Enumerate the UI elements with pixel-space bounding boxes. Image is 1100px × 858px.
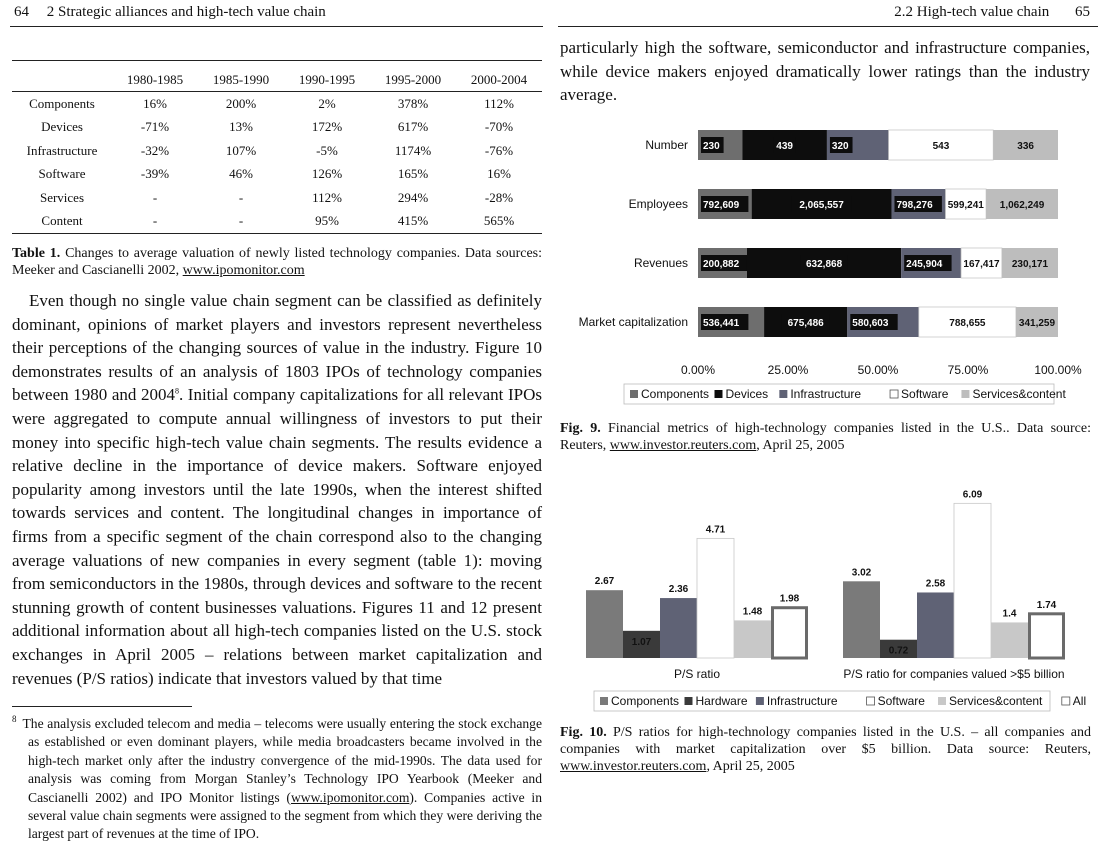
table-cell: -76% [484, 142, 514, 158]
fig10-bar-p-s-ratio-software [697, 538, 734, 658]
table-cell: 378% [397, 95, 429, 111]
table-row [12, 186, 542, 210]
footnote [12, 715, 542, 844]
fig9-caption-text: Financial metrics of high-technology companies listed in the U.S.. Data source: Reuters, [560, 421, 1091, 453]
fig9-legend-label-services-content: Services&content [972, 387, 1066, 401]
table-cell: 13% [229, 119, 253, 135]
right-paragraph: particularly high the software, semiconductor and infrastructure companies, while device makers enjoyed dramatically lower ratings than the industry average. [560, 38, 1090, 105]
fig9-data-label: 599,241 [947, 200, 984, 211]
fig9-data-label: 792,609 [703, 200, 740, 211]
fig10-legend-swatch-software [867, 697, 875, 705]
table-row [12, 210, 542, 234]
fig10-legend-label-software: Software [877, 694, 925, 708]
table-row [12, 139, 542, 163]
table1-caption-text: Changes to average valuation of newly listed technology companies. Data sources: Meeker and Cascianelli 2002, [12, 246, 542, 278]
footnote-text-part2: ). Companies active in several value chain segments were assigned to the segment from which they were deriving the largest part of revenues at the time of IPO. [28, 789, 542, 842]
table-col-header: 1995-2000 [370, 61, 456, 92]
fig10-category-label-p-s-ratio: P/S ratio [673, 667, 721, 681]
fig9-category-label-employees: Employees [628, 197, 688, 211]
right-page-number: 65 [1075, 4, 1090, 20]
footnote-ipomonitor-link[interactable]: www.ipomonitor.com [290, 789, 410, 805]
fig9-legend-label-devices: Devices [725, 387, 769, 401]
table-cell: 1174% [394, 142, 432, 158]
fig10-legend-swatch-services-content [938, 697, 946, 705]
fig9-caption-label: Fig. 9. [560, 421, 601, 436]
table1-caption-label: Table 1. [12, 246, 61, 261]
table-cell: 200% [225, 95, 257, 111]
fig9-data-label: 788,655 [949, 318, 986, 329]
valuation-table [12, 60, 542, 234]
fig10-data-label: 6.09 [962, 489, 983, 501]
fig10-data-label: 2.36 [668, 584, 689, 596]
fig9-data-label: 245,904 [906, 259, 943, 270]
table-cell: 415% [370, 210, 456, 234]
fig9-data-label: 675,486 [787, 318, 824, 329]
fig10-legend-swatch-components [600, 697, 608, 705]
left-page-number: 64 [14, 4, 29, 20]
fig10-bar-chart [558, 478, 1088, 718]
right-header-rule [558, 26, 1098, 27]
fig9-legend-swatch-components [630, 390, 638, 398]
fig9-reuters-link[interactable]: www.investor.reuters.com [609, 438, 757, 453]
fig9-category-label-revenues: Revenues [633, 256, 688, 270]
fig9-category-label-number: Number [645, 138, 688, 152]
fig10-legend-label-components: Components [611, 694, 680, 708]
fig10-data-label: 2.58 [925, 578, 946, 590]
table-row-label: Infrastructure [26, 142, 98, 158]
fig9-data-label: 167,417 [963, 259, 1000, 270]
ipomonitor-link[interactable]: www.ipomonitor.com [182, 263, 305, 278]
fig10-data-label: 1.48 [742, 606, 763, 618]
fig9-data-label: 200,882 [703, 259, 740, 270]
table-cell: -32% [140, 142, 170, 158]
table-cell: - [152, 189, 158, 205]
fig9-caption-tail: , April 25, 2005 [756, 438, 845, 453]
table-row-label: Services [39, 189, 85, 205]
fig9-legend-label-infrastructure: Infrastructure [790, 387, 862, 401]
table-cell: - [198, 210, 284, 234]
fig9-legend-swatch-software [890, 390, 898, 398]
fig10-data-label: 1.98 [779, 593, 800, 605]
fig10-legend-swatch-infrastructure [756, 697, 764, 705]
fig9-legend-swatch-services-content [961, 390, 969, 398]
left-header-rule [10, 26, 543, 27]
table-cell: 46% [229, 166, 253, 182]
table-cell: 294% [397, 189, 429, 205]
fig9-data-label: 1,062,249 [999, 200, 1045, 211]
fig10-legend-label-hardware: Hardware [695, 694, 748, 708]
fig10-data-label: 1.4 [1002, 608, 1017, 620]
fig9-data-label: 230 [703, 141, 720, 152]
table-cell: -5% [316, 142, 338, 158]
table-col-header [12, 61, 112, 92]
table-col-header: 1985-1990 [198, 61, 284, 92]
table-cell: 16% [143, 95, 167, 111]
table-cell: 95% [284, 210, 370, 234]
fig9-x-tick-label: 25.00% [767, 363, 809, 377]
fig9-data-label: 320 [831, 141, 849, 152]
fig9-data-label: 632,868 [805, 259, 843, 270]
fig9-data-label: 536,441 [703, 318, 740, 329]
fig10-caption [560, 724, 1091, 775]
table-col-header: 2000-2004 [456, 61, 542, 92]
body-text-part1: Even though no single value chain segment can be classified as definitely dominant, opinions of market players and investors represent nevertheless their perceptions of the changing sources of value in the industry. Figure 10 demonstrates results of an analysis of 1803 IPOs of technology companies between 1980 and 2004 [12, 291, 542, 405]
table-row [12, 92, 542, 116]
fig10-data-label: 3.02 [851, 567, 872, 579]
fig10-legend-label-all: All [1072, 694, 1087, 708]
fig10-legend-label-infrastructure: Infrastructure [766, 694, 838, 708]
table-row-label: Software [38, 166, 86, 182]
footnote-rule [12, 706, 192, 707]
fig10-legend-swatch-all [1062, 697, 1070, 705]
table-cell: 16% [487, 166, 511, 182]
fig10-bar-p-s-ratio-infrastructure [660, 598, 697, 658]
fig9-x-tick-label: 50.00% [857, 363, 899, 377]
left-page [0, 0, 548, 858]
fig10-data-label: 4.71 [705, 524, 726, 536]
fig10-caption-text: P/S ratios for high-technology companies listed in the U.S. – all companies and companies with market capitalization over $5 billion. Data source: Reuters, [560, 725, 1091, 757]
fig10-bar-p-s-ratio-for-companies-valued-5-billion-services-content [991, 622, 1028, 658]
fig9-data-label: 580,603 [852, 318, 889, 329]
table-row-label: Devices [41, 119, 83, 135]
fig9-data-label: 2,065,557 [799, 200, 844, 211]
fig10-bar-p-s-ratio-components [586, 590, 623, 658]
fig9-category-label-market-capitalization: Market capitalization [578, 315, 688, 329]
fig9-x-tick-label: 0.00% [680, 363, 716, 377]
fig10-plot-area [586, 489, 1086, 711]
right-section-title: 2.2 High-tech value chain [894, 4, 1050, 20]
table-cell: - [238, 189, 244, 205]
footnote-ref[interactable]: 8 [174, 386, 179, 396]
table-cell: 165% [397, 166, 429, 182]
left-paragraph [12, 289, 542, 690]
fig9-legend-swatch-infrastructure [779, 390, 787, 398]
fig10-legend-label-services-content: Services&content [949, 694, 1043, 708]
table-cell: -39% [140, 166, 170, 182]
table-cell: - [112, 210, 198, 234]
right-page [548, 0, 1100, 858]
table1-caption [12, 245, 542, 279]
fig9-legend-label-components: Components [641, 387, 710, 401]
fig10-data-label: 1.74 [1036, 599, 1057, 611]
fig10-bar-p-s-ratio-for-companies-valued-5-billion-software [954, 503, 991, 658]
fig10-caption-tail: , April 25, 2005 [706, 759, 795, 774]
table-row-label: Components [29, 95, 95, 111]
table-cell: 112% [484, 95, 514, 111]
table-cell: -71% [140, 119, 170, 135]
fig10-reuters-link[interactable]: www.investor.reuters.com [560, 759, 707, 774]
left-chapter-title: 2 Strategic alliances and high-tech value chain [46, 4, 326, 20]
fig9-data-label: 341,259 [1018, 318, 1056, 329]
table-cell: 617% [397, 119, 429, 135]
fig10-data-label: 2.67 [594, 576, 615, 588]
table-cell: -70% [484, 119, 514, 135]
fig9-data-label: 543 [932, 141, 950, 152]
fig10-category-label-p-s-ratio-for-companies-valued-5-billion: P/S ratio for companies valued >$5 billion [843, 667, 1065, 681]
left-body-text [12, 289, 542, 690]
table-cell: 126% [311, 166, 343, 182]
table-header-row [12, 61, 542, 92]
fig9-legend-swatch-devices [715, 390, 723, 398]
table-cell: -28% [484, 189, 514, 205]
fig9-data-label: 230,171 [1011, 259, 1049, 270]
body-text-part2: . Initial company capitalizations for all relevant IPOs were aggregated to compute annual willingness of investors to put their money into specific high-tech value chain segments. The results evidence a relative decline in the importance of device makers. Software enjoyed popularity among investors until the late 1990s, when the interest shifted towards services and content. The longitudinal changes in importance of firms from a specific segment of the chain correspond also to the changing average valuations of new companies in every segment (table 1): moving from semiconductors in the 1980s, through devices and software to the recent stunning growth of content businesses valuations. Figures 11 and 12 present additional information about all high-tech companies listed on the U.S. stock exchanges in April 2005 – relations between market capitalization and revenues (P/S ratios) indicate that investors valued by that time [12, 385, 542, 688]
left-running-head [14, 4, 326, 21]
fig10-bar-p-s-ratio-all [773, 608, 807, 658]
fig9-data-label: 439 [776, 141, 793, 152]
table-col-header: 1980-1985 [112, 61, 198, 92]
fig10-bar-p-s-ratio-for-companies-valued-5-billion-all [1030, 614, 1064, 658]
fig9-plot-area [579, 130, 1082, 404]
table-cell: 2% [318, 95, 336, 111]
fig9-caption [560, 420, 1091, 454]
fig9-stacked-bar-chart [558, 122, 1088, 412]
fig10-legend-swatch-hardware [685, 697, 693, 705]
right-body-text [560, 36, 1090, 107]
fig10-bar-p-s-ratio-services-content [734, 620, 771, 658]
fig9-legend-label-software: Software [901, 387, 949, 401]
fig9-data-label: 798,276 [896, 200, 933, 211]
fig10-data-label: 0.72 [888, 645, 909, 657]
table-cell: 565% [456, 210, 542, 234]
table-row [12, 116, 542, 140]
fig10-bar-p-s-ratio-for-companies-valued-5-billion-infrastructure [917, 592, 954, 658]
right-running-head [894, 4, 1090, 21]
fig10-data-label: 1.07 [631, 636, 652, 648]
table-cell: 107% [225, 142, 257, 158]
fig9-x-tick-label: 100.00% [1034, 363, 1082, 377]
footnote-number: 8 [12, 714, 17, 725]
fig9-x-tick-label: 75.00% [947, 363, 989, 377]
table-row [12, 163, 542, 187]
table-row-label: Content [12, 210, 112, 234]
fig10-bar-p-s-ratio-for-companies-valued-5-billion-components [843, 581, 880, 658]
fig10-caption-label: Fig. 10. [560, 725, 607, 740]
table-cell: 112% [312, 189, 342, 205]
footnote-text-part1: The analysis excluded telecom and media – telecoms were usually entering the stock exchange as established or even dominant players, while media broadcasters became involved in the high-tech market only after the industry convergence of the mid-1990s. The data used for analysis was coming from Morgan Stanley’s Technology IPO Yearbook (Meeker and Cascianelli 2002) and IPO Monitor listings ( [22, 716, 542, 805]
table-col-header: 1990-1995 [284, 61, 370, 92]
fig9-data-label: 336 [1017, 141, 1034, 152]
table-cell: 172% [311, 119, 343, 135]
